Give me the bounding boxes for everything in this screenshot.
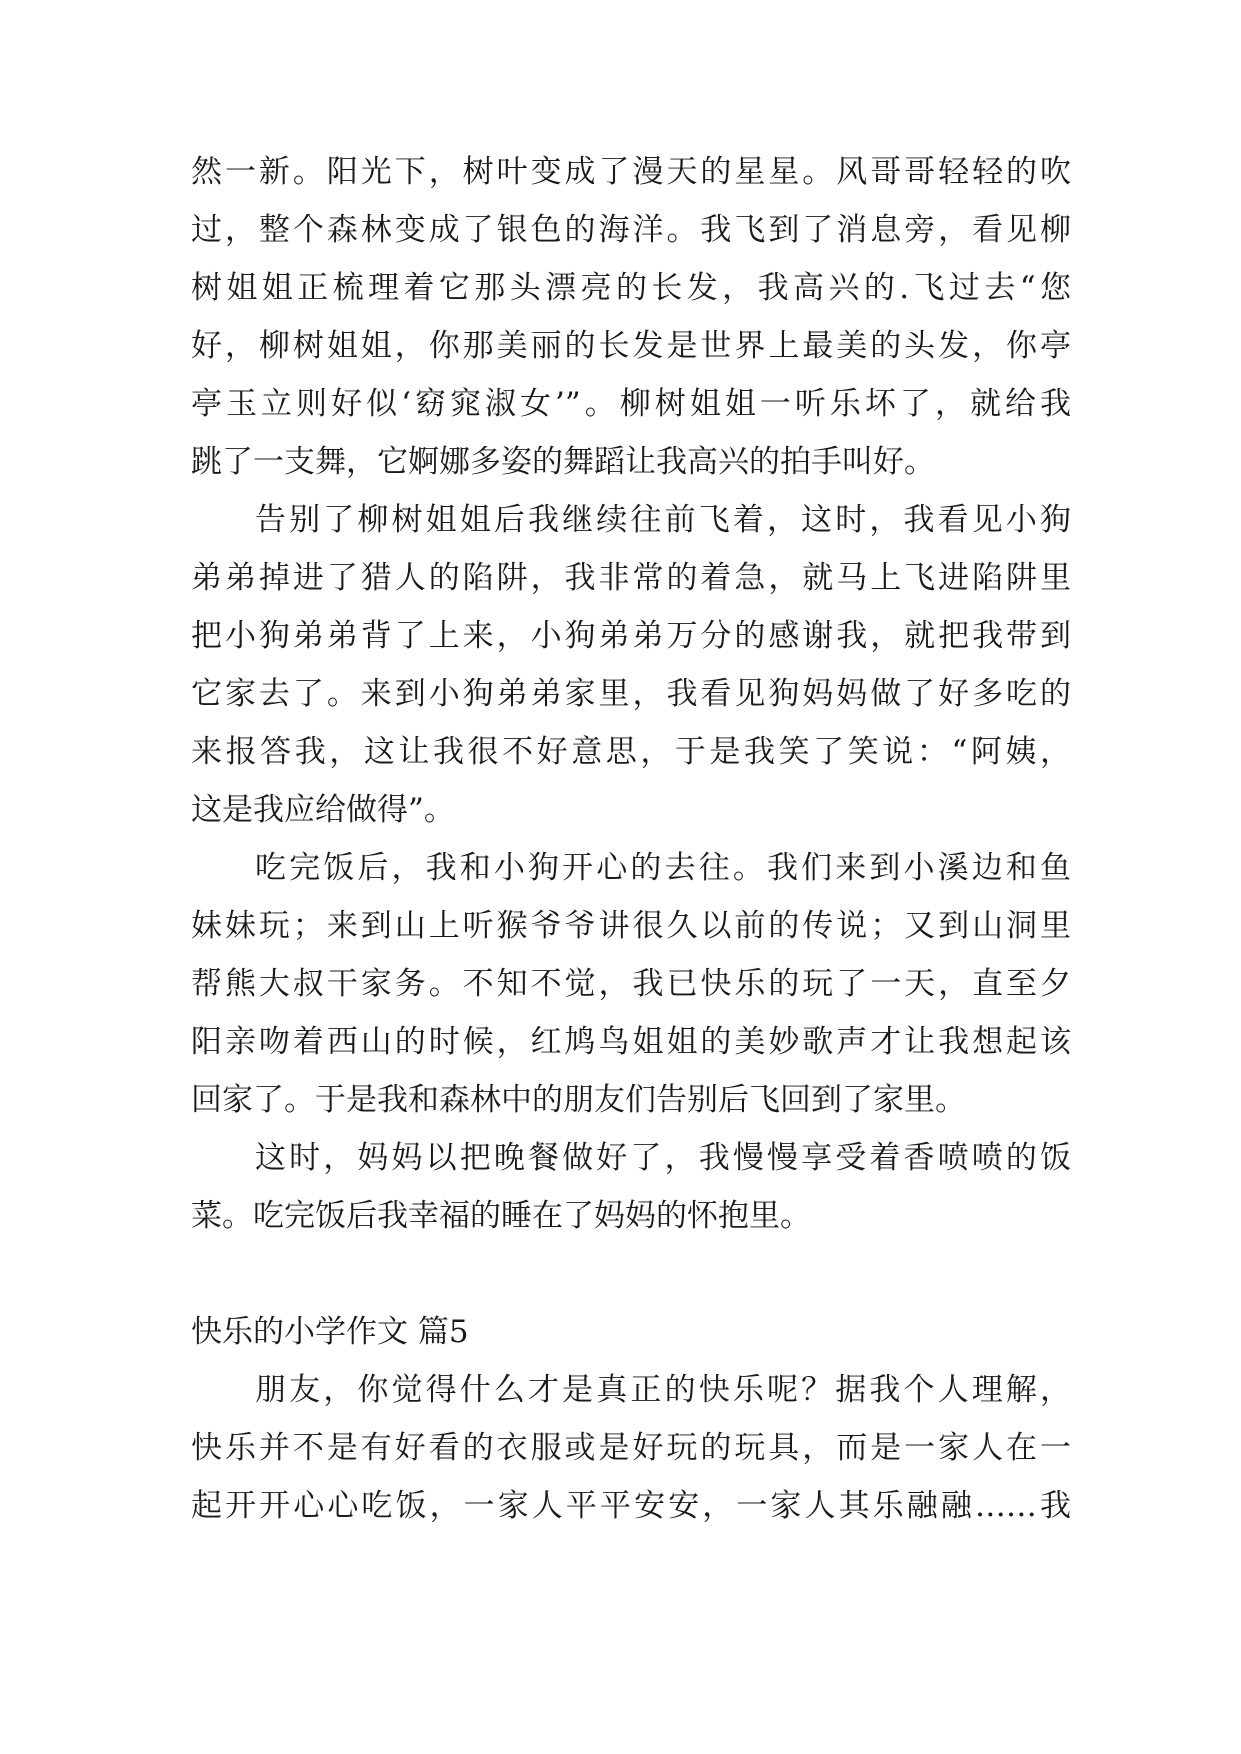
text-line: 菜。吃完饭后我幸福的睡在了妈妈的怀抱里。 [191,1198,811,1234]
text-line: 树姐姐正梳理着它那头漂亮的长发，我高兴的.飞过去“您 [191,270,1071,306]
paragraph-dinner [191,1129,1071,1245]
text-line: 妹妹玩；来到山上听猴爷爷讲很久以前的传说；又到山洞里 [191,908,1071,944]
text-line: 跳了一支舞，它婀娜多姿的舞蹈让我高兴的拍手叫好。 [191,444,935,480]
text-line: 过，整个森林变成了银色的海洋。我飞到了消息旁，看见柳 [191,212,1071,248]
document-body [191,143,1071,1535]
section-spacer [191,1245,1071,1303]
text-line: 朋友，你觉得什么才是真正的快乐呢？据我个人理解， [255,1372,1071,1408]
paragraph-friend [191,1361,1071,1535]
text-line: 把小狗弟弟背了上来，小狗弟弟万分的感谢我，就把我带到 [191,618,1071,654]
text-line: 吃完饭后，我和小狗开心的去往。我们来到小溪边和鱼 [255,850,1071,886]
text-line: 这时，妈妈以把晚餐做好了，我慢慢享受着香喷喷的饭 [255,1140,1071,1176]
text-line: 回家了。于是我和森林中的朋友们告别后飞回到了家里。 [191,1082,966,1118]
text-line: 告别了柳树姐姐后我继续往前飞着，这时，我看见小狗 [255,502,1071,538]
text-line: 它家去了。来到小狗弟弟家里，我看见狗妈妈做了好多吃的 [191,676,1071,712]
paragraph-play [191,839,1071,1129]
text-line: 帮熊大叔干家务。不知不觉，我已快乐的玩了一天，直至夕 [191,966,1071,1002]
text-line: 快乐并不是有好看的衣服或是好玩的玩具，而是一家人在一 [191,1430,1071,1466]
text-line: 好，柳树姐姐，你那美丽的长发是世界上最美的头发，你亭 [191,328,1071,364]
text-line: 然一新。阳光下，树叶变成了漫天的星星。风哥哥轻轻的吹 [191,154,1071,190]
text-line: 起开开心心吃饭，一家人平平安安，一家人其乐融融……我 [191,1488,1071,1524]
text-line: 阳亲吻着西山的时候，红鸠鸟姐姐的美妙歌声才让我想起该 [191,1024,1071,1060]
text-line: 这是我应给做得”。 [191,792,455,828]
paragraph-dog [191,491,1071,839]
text-line: 弟弟掉进了猎人的陷阱，我非常的着急，就马上飞进陷阱里 [191,560,1071,596]
text-line: 来报答我，这让我很不好意思，于是我笑了笑说：“阿姨， [191,734,1071,770]
paragraph-continued [191,143,1071,491]
text-line: 亭玉立则好似‘窈窕淑女’”。柳树姐姐一听乐坏了，就给我 [191,386,1071,422]
section-heading: 快乐的小学作文 篇5 [191,1314,469,1350]
